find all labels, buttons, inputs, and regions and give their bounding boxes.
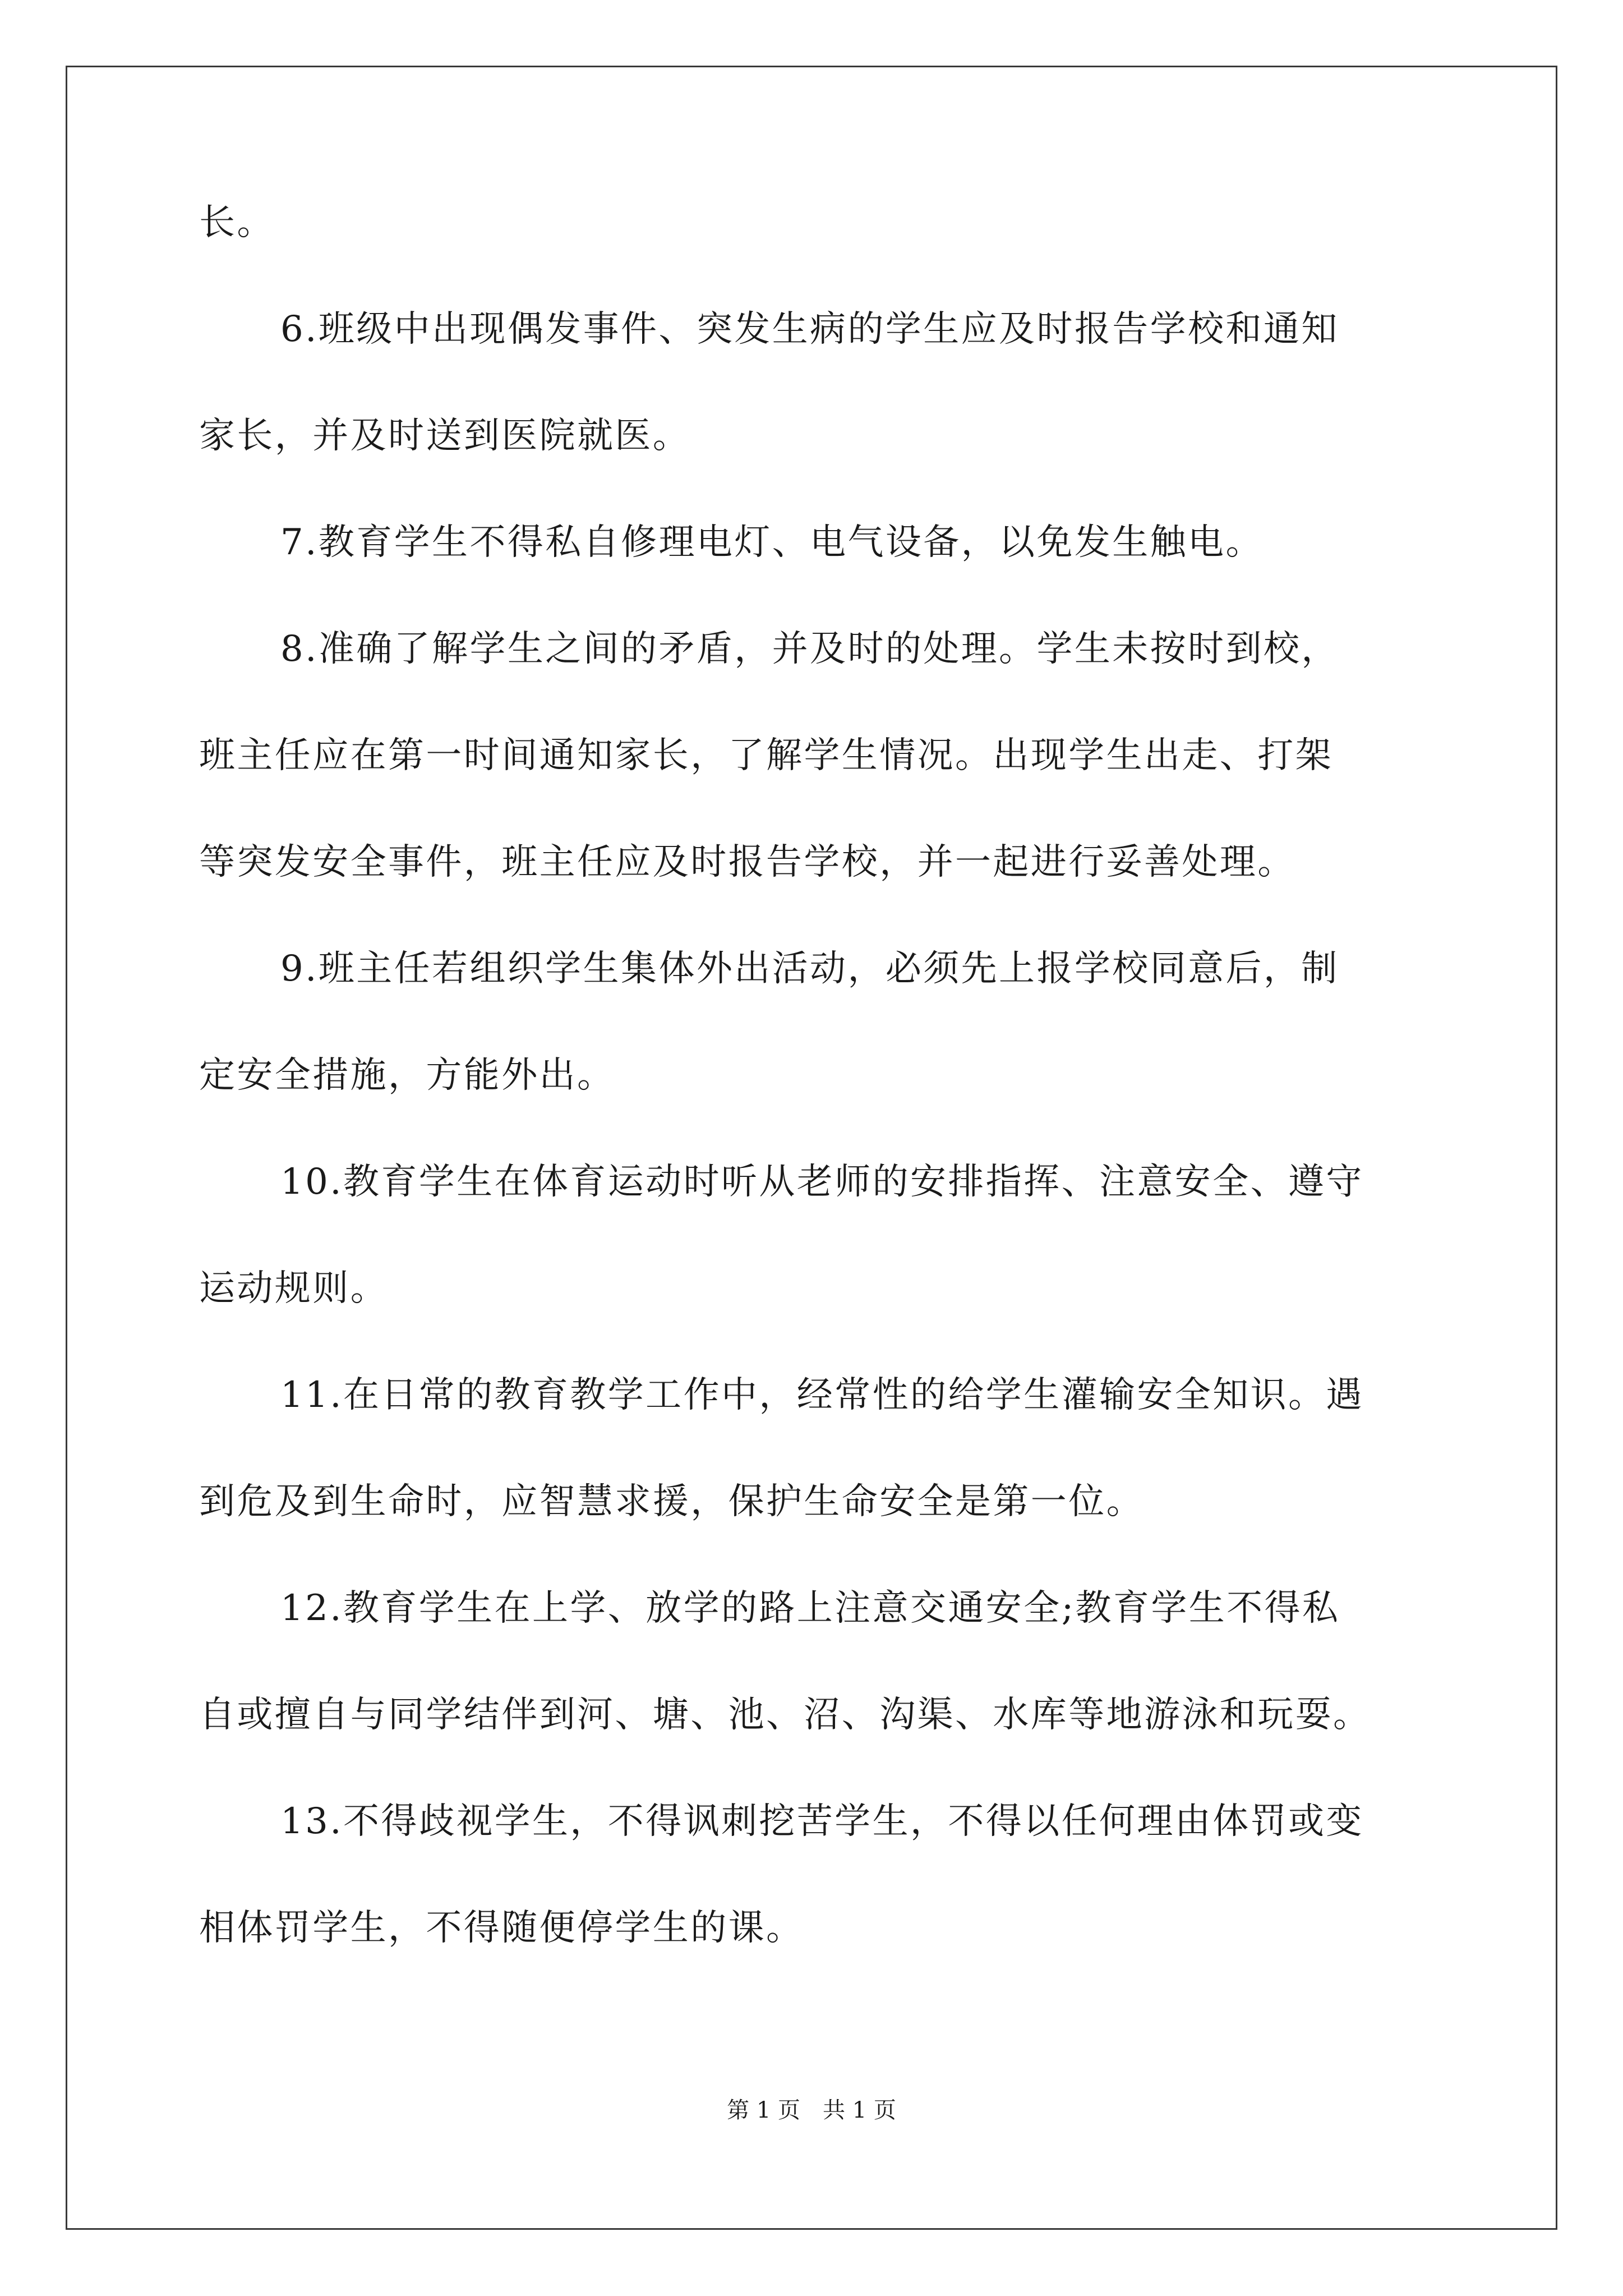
text-line: 12.教育学生在上学、放学的路上注意交通安全;教育学生不得私 — [280, 1588, 1340, 1629]
text-line: 11.在日常的教育教学工作中，经常性的给学生灌输安全知识。遇 — [280, 1374, 1364, 1416]
text-line: 6.班级中出现偶发事件、突发生病的学生应及时报告学校和通知 — [280, 309, 1339, 350]
text-line: 自或擅自与同学结伴到河、塘、池、沼、沟渠、水库等地游泳和玩耍。 — [199, 1694, 1371, 1736]
text-line: 13.不得歧视学生，不得讽刺挖苦学生，不得以任何理由体罚或变 — [280, 1801, 1364, 1842]
text-line: 10.教育学生在体育运动时听从老师的安排指挥、注意安全、遵守 — [280, 1161, 1364, 1203]
text-line: 8.准确了解学生之间的矛盾，并及时的处理。学生未按时到校， — [280, 628, 1339, 670]
text-line: 长。 — [199, 202, 275, 243]
text-line: 9.班主任若组织学生集体外出活动，必须先上报学校同意后，制 — [280, 948, 1339, 990]
text-line: 班主任应在第一时间通知家长，了解学生情况。出现学生出走、打架 — [199, 735, 1333, 776]
page-number: 第 1 页 共 1 页 — [727, 2097, 896, 2123]
text-line: 相体罚学生，不得随便停学生的课。 — [199, 1907, 804, 1949]
text-line: 家长，并及时送到医院就医。 — [199, 415, 691, 457]
text-line: 定安全措施，方能外出。 — [199, 1055, 615, 1096]
text-line: 运动规则。 — [199, 1268, 388, 1309]
text-line: 到危及到生命时，应智慧求援，保护生命安全是第一位。 — [199, 1481, 1144, 1522]
text-line: 7.教育学生不得私自修理电灯、电气设备，以免发生触电。 — [280, 522, 1264, 563]
text-line: 等突发安全事件，班主任应及时报告学校，并一起进行妥善处理。 — [199, 841, 1295, 883]
